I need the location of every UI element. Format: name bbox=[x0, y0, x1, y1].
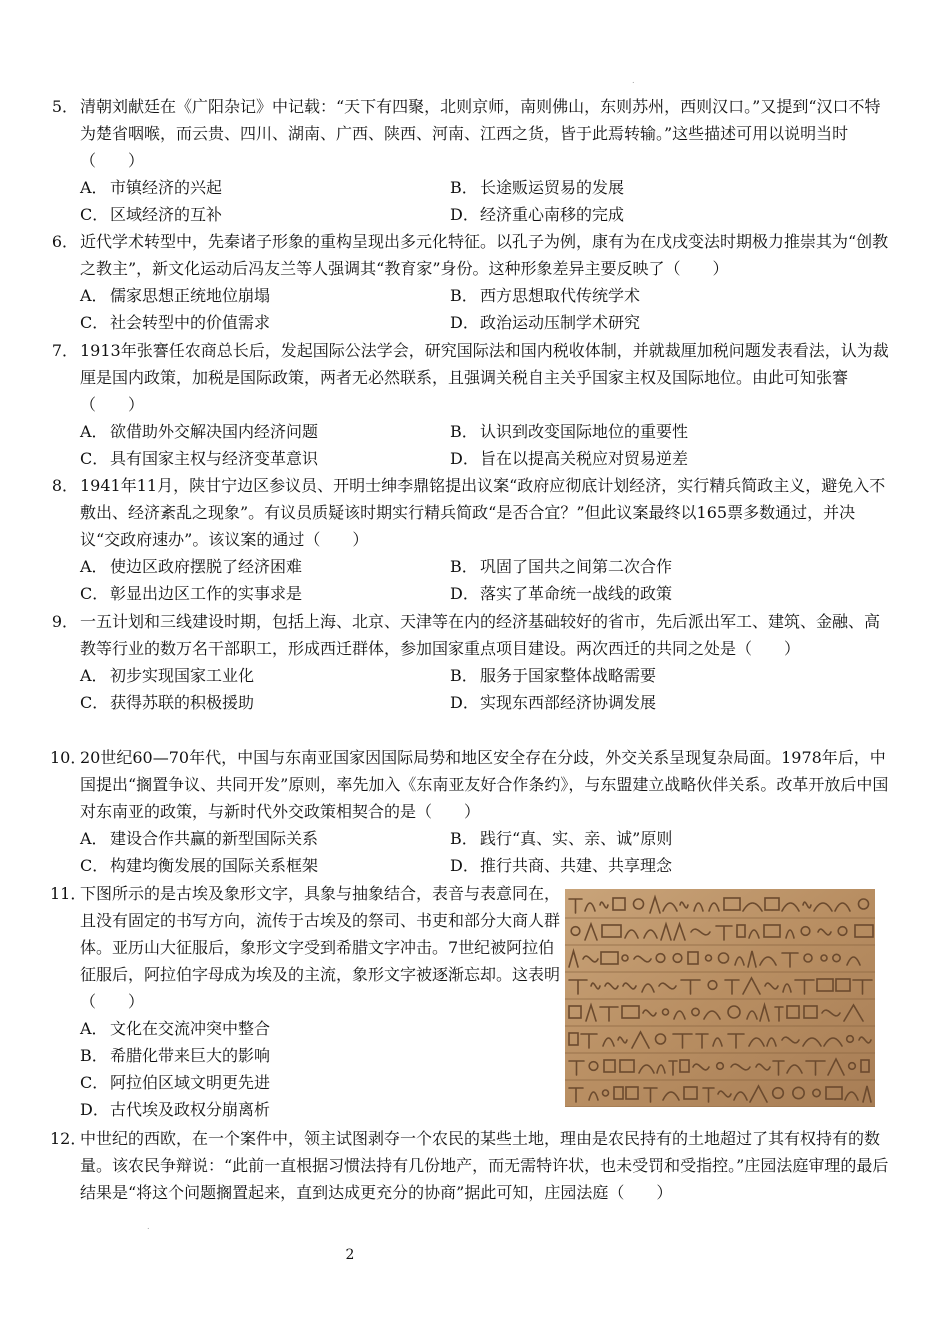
question-9 bbox=[50, 608, 890, 716]
question-8 bbox=[50, 472, 890, 607]
question-text: 一五计划和三线建设时期，包括上海、北京、天津等在内的经济基础较好的省市，先后派出军工、建筑、金融、高教等行业的数万名干部职工，形成西迁群体，参加国家重点项目建设。两次西迁的共同之处是（ ） bbox=[80, 612, 881, 658]
option-letter: D． bbox=[450, 205, 479, 224]
question-7 bbox=[50, 337, 890, 472]
option-letter: B． bbox=[450, 286, 478, 305]
question-text: 下图所示的是古埃及象形文字，具象与抽象结合，表音与表意同在，且没有固定的书写方向，流传于古埃及的祭司、书吏和部分大商人群体。亚历山大征服后，象形文字受到希腊文字冲击。7世纪被阿拉伯征服后，阿拉伯字母成为埃及的主流，象形文字被逐渐忘却。这表明（ ） bbox=[80, 884, 561, 1011]
option-d[interactable] bbox=[450, 689, 820, 716]
option-text: 西方思想取代传统学术 bbox=[480, 286, 641, 305]
question-stem bbox=[50, 228, 890, 282]
option-text: 服务于国家整体战略需要 bbox=[480, 666, 657, 685]
question-text: 20世纪60—70年代，中国与东南亚国家因国际局势和地区安全存在分歧，外交关系呈现复杂局面。1978年后，中国提出“搁置争议、共同开发”原则，率先加入《东南亚友好合作条约》，与东盟建立战略伙伴关系。改革开放后中国对东南亚的政策，与新时代外交政策相契合的是（ ） bbox=[80, 748, 889, 821]
question-text: 中世纪的西欧，在一个案件中，领主试图剥夺一个农民的某些土地，理由是农民持有的土地超过了其有权持有的数量。该农民争辩说：“此前一直根据习惯法持有几份地产，而无需特许状，也未受罚和受指控。”庄园法庭审理的最后结果是“将这个问题搁置起来，直到达成更充分的协商”据此可知，庄园法庭（ ） bbox=[80, 1129, 889, 1202]
option-text: 政治运动压制学术研究 bbox=[480, 313, 641, 332]
option-letter: D． bbox=[450, 584, 479, 603]
options bbox=[50, 553, 890, 607]
option-letter: A． bbox=[80, 422, 108, 441]
option-c[interactable] bbox=[80, 201, 450, 228]
option-letter: D． bbox=[450, 693, 479, 712]
question-text: 1913年张謇任农商总长后，发起国际公法学会，研究国际法和国内税收体制，并就裁厘加税问题发表看法，认为裁厘是国内政策，加税是国际政策，两者无必然联系，且强调关税自主关乎国家主权及国际地位。由此可知张謇（ ） bbox=[80, 341, 889, 414]
option-text: 希腊化带来巨大的影响 bbox=[110, 1046, 271, 1065]
question-stem bbox=[50, 337, 890, 418]
option-b[interactable] bbox=[80, 1042, 540, 1069]
option-letter: A． bbox=[80, 666, 108, 685]
option-letter: A． bbox=[80, 178, 108, 197]
question-10 bbox=[50, 744, 890, 879]
question-6 bbox=[50, 228, 890, 336]
option-text: 践行“真、实、亲、诚”原则 bbox=[480, 829, 673, 848]
question-number: 7． bbox=[51, 341, 78, 360]
option-c[interactable] bbox=[80, 445, 450, 472]
question-number: 5． bbox=[51, 97, 78, 116]
option-text: 建设合作共赢的新型国际关系 bbox=[110, 829, 319, 848]
option-letter: B． bbox=[450, 829, 478, 848]
option-letter: C． bbox=[80, 1073, 109, 1092]
question-stem bbox=[50, 93, 890, 174]
option-b[interactable] bbox=[450, 553, 820, 580]
option-text: 区域经济的互补 bbox=[110, 205, 223, 224]
option-a[interactable] bbox=[80, 418, 450, 445]
option-a[interactable] bbox=[80, 174, 450, 201]
option-c[interactable] bbox=[80, 580, 450, 607]
option-text: 使边区政府摆脱了经济困难 bbox=[110, 557, 303, 576]
option-letter: C． bbox=[80, 856, 109, 875]
option-letter: A． bbox=[80, 1019, 108, 1038]
options bbox=[50, 825, 890, 879]
option-text: 初步实现国家工业化 bbox=[110, 666, 255, 685]
option-c[interactable] bbox=[80, 1069, 540, 1096]
option-letter: B． bbox=[450, 666, 478, 685]
question-12 bbox=[50, 1125, 890, 1206]
option-c[interactable] bbox=[80, 309, 450, 336]
option-letter: B． bbox=[450, 422, 478, 441]
option-letter: B． bbox=[450, 178, 478, 197]
question-number: 8． bbox=[51, 476, 78, 495]
question-stem bbox=[50, 880, 570, 1015]
option-letter: C． bbox=[80, 449, 109, 468]
question-number: 11． bbox=[50, 884, 87, 903]
option-text: 彰显出边区工作的实事求是 bbox=[110, 584, 303, 603]
option-text: 儒家思想正统地位崩塌 bbox=[110, 286, 271, 305]
option-letter: D． bbox=[450, 856, 479, 875]
option-d[interactable] bbox=[80, 1096, 540, 1123]
option-text: 具有国家主权与经济变革意识 bbox=[110, 449, 319, 468]
option-c[interactable] bbox=[80, 689, 450, 716]
option-letter: D． bbox=[80, 1100, 109, 1119]
option-letter: C． bbox=[80, 693, 109, 712]
option-c[interactable] bbox=[80, 852, 450, 879]
option-text: 长途贩运贸易的发展 bbox=[480, 178, 625, 197]
option-b[interactable] bbox=[450, 418, 820, 445]
option-text: 经济重心南移的完成 bbox=[480, 205, 625, 224]
option-text: 获得苏联的积极援助 bbox=[110, 693, 255, 712]
option-b[interactable] bbox=[450, 825, 820, 852]
scan-dot: . bbox=[632, 76, 635, 85]
question-stem bbox=[50, 744, 890, 825]
question-stem bbox=[50, 608, 890, 662]
option-d[interactable] bbox=[450, 445, 820, 472]
option-b[interactable] bbox=[450, 662, 820, 689]
option-text: 构建均衡发展的国际关系框架 bbox=[110, 856, 319, 875]
option-a[interactable] bbox=[80, 553, 450, 580]
option-text: 市镇经济的兴起 bbox=[110, 178, 223, 197]
question-text: 1941年11月，陕甘宁边区参议员、开明士绅李鼎铭提出议案“政府应彻底计划经济，实行精兵简政主义，避免入不敷出、经济紊乱之现象”。有议员质疑该时期实行精兵简政“是否合宜？”但此议案最终以165票多数通过，并决议“交政府速办”。该议案的通过（ ） bbox=[80, 476, 886, 549]
option-letter: B． bbox=[80, 1046, 108, 1065]
options bbox=[50, 662, 890, 716]
scan-dot: . bbox=[147, 1222, 150, 1231]
option-text: 巩固了国共之间第二次合作 bbox=[480, 557, 673, 576]
question-11 bbox=[50, 880, 570, 1123]
option-text: 旨在以提高关税应对贸易逆差 bbox=[480, 449, 689, 468]
option-a[interactable] bbox=[80, 1015, 540, 1042]
option-text: 欲借助外交解决国内经济问题 bbox=[110, 422, 319, 441]
option-text: 推行共商、共建、共享理念 bbox=[480, 856, 673, 875]
option-letter: C． bbox=[80, 584, 109, 603]
option-text: 实现东西部经济协调发展 bbox=[480, 693, 657, 712]
options bbox=[50, 282, 890, 336]
question-number: 12． bbox=[50, 1129, 87, 1148]
option-letter: A． bbox=[80, 286, 108, 305]
option-text: 文化在交流冲突中整合 bbox=[110, 1019, 271, 1038]
question-number: 6． bbox=[51, 232, 78, 251]
option-letter: B． bbox=[450, 557, 478, 576]
option-letter: A． bbox=[80, 829, 108, 848]
option-d[interactable] bbox=[450, 309, 820, 336]
options bbox=[50, 174, 890, 228]
option-a[interactable] bbox=[80, 282, 450, 309]
options bbox=[50, 1015, 570, 1123]
option-a[interactable] bbox=[80, 825, 450, 852]
option-letter: C． bbox=[80, 313, 109, 332]
option-b[interactable] bbox=[450, 282, 820, 309]
question-stem bbox=[50, 472, 890, 553]
hieroglyph-figure bbox=[565, 889, 875, 1107]
option-letter: A． bbox=[80, 557, 108, 576]
option-text: 阿拉伯区域文明更先进 bbox=[110, 1073, 271, 1092]
option-b[interactable] bbox=[450, 174, 820, 201]
option-d[interactable] bbox=[450, 852, 820, 879]
options bbox=[50, 418, 890, 472]
question-text: 清朝刘献廷在《广阳杂记》中记载：“天下有四聚，北则京师，南则佛山，东则苏州，西则汉口。”又提到“汉口不特为楚省咽喉，而云贵、四川、湖南、广西、陕西、河南、江西之货，皆于此焉转输。”这些描述可用以说明当时（ ） bbox=[80, 97, 881, 170]
question-number: 9． bbox=[51, 612, 78, 631]
page-number: 2 bbox=[345, 1247, 355, 1263]
option-letter: D． bbox=[450, 449, 479, 468]
option-text: 落实了革命统一战线的政策 bbox=[480, 584, 673, 603]
option-text: 古代埃及政权分崩离析 bbox=[110, 1100, 271, 1119]
option-d[interactable] bbox=[450, 201, 820, 228]
question-number: 10． bbox=[50, 748, 87, 767]
option-letter: C． bbox=[80, 205, 109, 224]
option-text: 社会转型中的价值需求 bbox=[110, 313, 271, 332]
option-d[interactable] bbox=[450, 580, 820, 607]
option-letter: D． bbox=[450, 313, 479, 332]
question-stem bbox=[50, 1125, 890, 1206]
option-text: 认识到改变国际地位的重要性 bbox=[480, 422, 689, 441]
option-a[interactable] bbox=[80, 662, 450, 689]
question-text: 近代学术转型中，先秦诸子形象的重构呈现出多元化特征。以孔子为例，康有为在戊戌变法时期极力推崇其为“创教之教主”，新文化运动后冯友兰等人强调其“教育家”身份。这种形象差异主要反映了（ ） bbox=[80, 232, 889, 278]
question-5 bbox=[50, 93, 890, 228]
hieroglyph-image bbox=[565, 889, 875, 1107]
